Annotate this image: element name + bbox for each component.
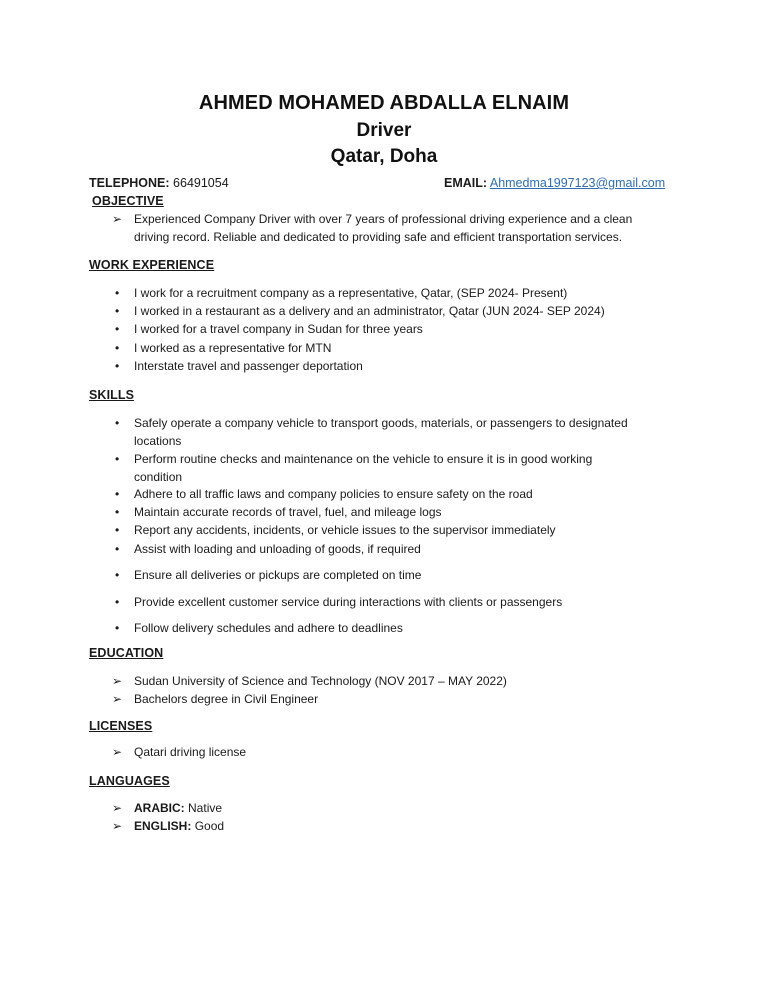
skill-item: locations [134,434,182,448]
skills-heading: SKILLS [89,388,135,402]
skill-item: condition [134,470,183,484]
objective-line: Experienced Company Driver with over 7 years of professional driving experience and a clean [134,212,633,226]
skill-item: Assist with loading and unloading of goods, if required [134,542,421,556]
education-item: Sudan University of Science and Technology (NOV 2017 – MAY 2022) [134,674,507,688]
work-experience-item: I worked in a restaurant as a delivery and an administrator, Qatar (JUN 2024- SEP 2024) [134,304,605,318]
arrow-bullet-icon: ➢ [112,212,123,226]
email-link[interactable]: Ahmedma1997123@gmail.com [489,176,666,190]
work-experience-item: I worked as a representative for MTN [134,341,332,355]
bullet-dot-icon: • [115,322,120,336]
arrow-bullet-icon: ➢ [112,745,123,759]
bullet-dot-icon: • [115,542,120,556]
arrow-bullet-icon: ➢ [112,674,123,688]
job-title: Driver [356,120,412,141]
language-item [134,799,674,817]
skill-item: Adhere to all traffic laws and company policies to ensure safety on the road [134,487,533,501]
languages-heading: LANGUAGES [89,774,170,788]
arrow-bullet-icon: ➢ [112,692,123,706]
email-label: EMAIL: [444,176,488,190]
bullet-dot-icon: • [115,452,120,466]
licenses-heading: LICENSES [89,719,153,733]
education-item: Bachelors degree in Civil Engineer [134,692,319,706]
work-experience-heading: WORK EXPERIENCE [89,258,215,272]
work-experience-item: I worked for a travel company in Sudan for three years [134,322,423,336]
language-level: Native [188,801,223,815]
bullet-dot-icon: • [115,621,120,635]
bullet-dot-icon: • [115,304,120,318]
bullet-dot-icon: • [115,505,120,519]
bullet-dot-icon: • [115,487,120,501]
language-level: Good [194,819,225,833]
skill-item: Report any accidents, incidents, or vehicle issues to the supervisor immediately [134,523,556,537]
email-line [444,176,665,190]
work-experience-item: Interstate travel and passenger deportation [134,359,363,373]
telephone-value: 66491054 [173,176,229,190]
objective-heading: OBJECTIVE [92,194,164,208]
bullet-dot-icon: • [115,523,120,537]
bullet-dot-icon: • [115,416,120,430]
education-heading: EDUCATION [89,646,164,660]
telephone-label: TELEPHONE: [89,176,170,190]
skill-item: Provide excellent customer service during interactions with clients or passengers [134,595,563,609]
candidate-name: AHMED MOHAMED ABDALLA ELNAIM [198,92,570,114]
skill-item: Perform routine checks and maintenance on the vehicle to ensure it is in good working [134,452,593,466]
language-name: ENGLISH: [134,819,192,833]
bullet-dot-icon: • [115,286,120,300]
arrow-bullet-icon: ➢ [112,801,123,815]
bullet-dot-icon: • [115,595,120,609]
work-experience-item: I work for a recruitment company as a representative, Qatar, (SEP 2024- Present) [134,286,568,300]
skill-item: Follow delivery schedules and adhere to deadlines [134,621,403,635]
bullet-dot-icon: • [115,359,120,373]
bullet-dot-icon: • [115,568,120,582]
license-item: Qatari driving license [134,745,247,759]
telephone-line [89,176,229,190]
location: Qatar, Doha [330,146,438,167]
language-name: ARABIC: [134,801,185,815]
skill-item: Maintain accurate records of travel, fuel, and mileage logs [134,505,442,519]
language-item [134,817,674,835]
skill-item: Safely operate a company vehicle to transport goods, materials, or passengers to designated [134,416,628,430]
skill-item: Ensure all deliveries or pickups are completed on time [134,568,422,582]
bullet-dot-icon: • [115,341,120,355]
objective-line: driving record. Reliable and dedicated to providing safe and efficient transportation services. [134,230,623,244]
arrow-bullet-icon: ➢ [112,819,123,833]
